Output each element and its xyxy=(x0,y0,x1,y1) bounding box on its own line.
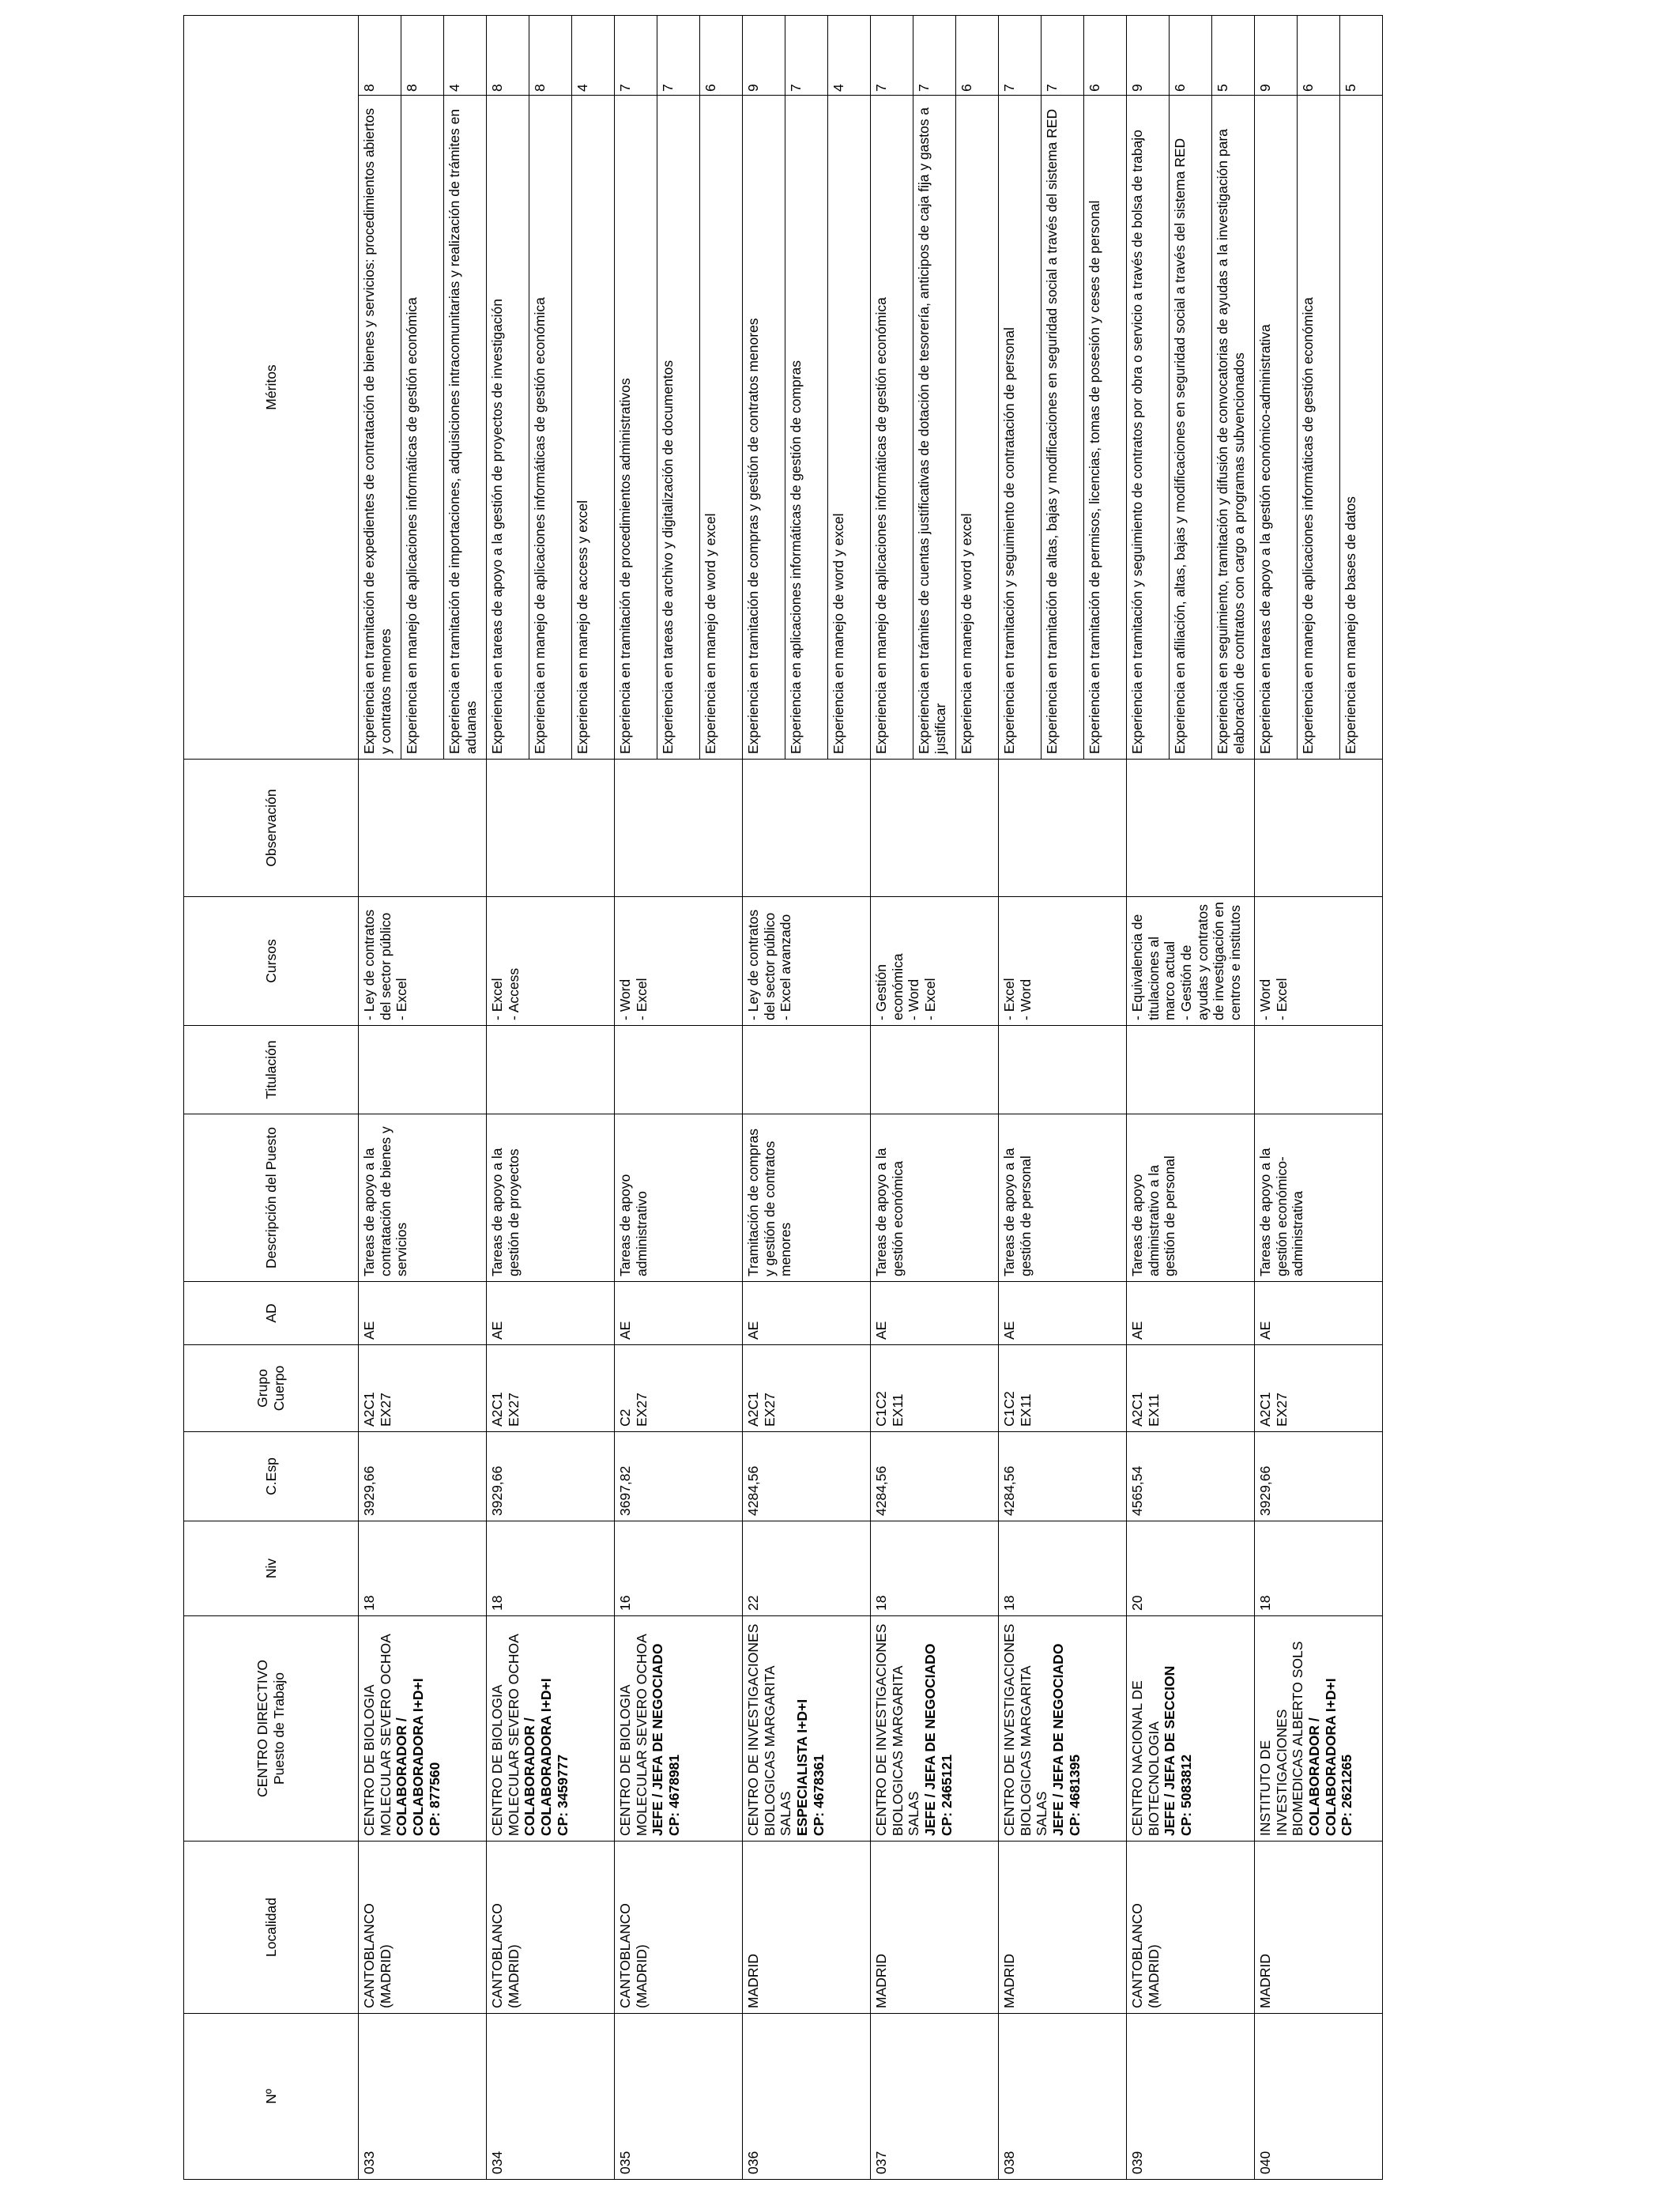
row-localidad: CANTOBLANCO (MADRID) xyxy=(359,1842,487,2014)
row-localidad: CANTOBLANCO (MADRID) xyxy=(1127,1842,1255,2014)
row-observacion xyxy=(615,760,743,897)
row-cursos xyxy=(1127,897,1255,1026)
merito-text: Experiencia en manejo de word y excel xyxy=(956,96,999,760)
cuerpo-code: EX27 xyxy=(377,1393,394,1427)
header-cesp: C.Esp xyxy=(184,1432,359,1521)
grupo-code: C1C2 xyxy=(1001,1391,1017,1427)
centro-name: CENTRO DE INVESTIGACIONES BIOLOGICAS MARGARITA SALAS xyxy=(1001,1623,1050,1836)
cp-code: CP: 5083812 xyxy=(1177,1754,1194,1836)
merito-text: Experiencia en manejo de word y excel xyxy=(700,96,743,760)
curso-item: - Gestión económica xyxy=(873,953,906,1020)
header-observacion: Observación xyxy=(184,760,359,897)
merito-points: 6 xyxy=(956,16,999,96)
row-titulacion xyxy=(359,1026,487,1114)
merito-text: Experiencia en tareas de archivo y digitalización de documentos xyxy=(657,96,700,760)
cuerpo-code: EX27 xyxy=(505,1393,522,1427)
row-num: 040 xyxy=(1255,2014,1383,2180)
row-centro xyxy=(743,1616,871,1842)
curso-item: - Word xyxy=(1017,978,1034,1020)
curso-item: - Gestión de ayudas y contratos de investigación en centros e institutos xyxy=(1177,902,1243,1020)
curso-item: - Excel xyxy=(489,978,505,1020)
header-ad: AD xyxy=(184,1282,359,1345)
merito-points: 7 xyxy=(913,16,956,96)
header-meritos: Méritos xyxy=(184,16,359,760)
centro-name: CENTRO DE INVESTIGACIONES BIOLOGICAS MARGARITA SALAS xyxy=(745,1623,794,1836)
row-descripcion: Tareas de apoyo a la gestión de proyectos xyxy=(487,1114,615,1282)
cp-code: CP: 4678981 xyxy=(665,1754,682,1836)
merito-text: Experiencia en tramitación de compras y gestión de contratos menores xyxy=(743,96,785,760)
row-centro xyxy=(615,1616,743,1842)
puesto-name: COLABORADOR / COLABORADORA I+D+I xyxy=(522,1678,554,1836)
row-ad: AE xyxy=(487,1282,615,1345)
merito-text: Experiencia en manejo de aplicaciones informáticas de gestión económica xyxy=(529,96,572,760)
header-grupo xyxy=(184,1345,359,1432)
row-cursos xyxy=(1255,897,1383,1026)
row-grupo xyxy=(743,1345,871,1432)
row-centro xyxy=(359,1616,487,1842)
row-titulacion xyxy=(999,1026,1127,1114)
merito-points: 6 xyxy=(1298,16,1340,96)
row-ad: AE xyxy=(1255,1282,1383,1345)
merito-text: Experiencia en tramitación y seguimiento de contratación de personal xyxy=(999,96,1042,760)
cp-code: CP: 4678361 xyxy=(810,1754,827,1836)
grupo-code: A2C1 xyxy=(361,1392,377,1427)
curso-item: - Excel xyxy=(921,978,938,1020)
cp-code: CP: 877560 xyxy=(426,1762,443,1836)
curso-item: - Ley de contratos del sector público xyxy=(745,909,778,1020)
row-grupo xyxy=(999,1345,1127,1432)
row-localidad: MADRID xyxy=(743,1842,871,2014)
merito-points: 5 xyxy=(1340,16,1383,96)
merito-text: Experiencia en trámites de cuentas justificativas de dotación de tesorería, anticipos de caja fija y gastos a justificar xyxy=(913,96,956,760)
merito-text: Experiencia en manejo de aplicaciones informáticas de gestión económica xyxy=(871,96,913,760)
cp-code: CP: 2621265 xyxy=(1339,1754,1355,1836)
row-num: 036 xyxy=(743,2014,871,2180)
row-localidad: MADRID xyxy=(871,1842,999,2014)
header-cursos: Cursos xyxy=(184,897,359,1026)
merito-points: 8 xyxy=(401,16,444,96)
curso-item: - Excel xyxy=(394,978,410,1020)
table-row xyxy=(1127,16,1170,2180)
row-localidad: MADRID xyxy=(1255,1842,1383,2014)
header-niv: Niv xyxy=(184,1521,359,1616)
merito-points: 9 xyxy=(743,16,785,96)
header-grupo-line1: Grupo xyxy=(254,1369,271,1408)
header-num: Nº xyxy=(184,2014,359,2180)
row-titulacion xyxy=(743,1026,871,1114)
row-grupo xyxy=(359,1345,487,1432)
row-grupo xyxy=(615,1345,743,1432)
merito-points: 7 xyxy=(785,16,828,96)
row-observacion xyxy=(1127,760,1255,897)
puesto-name: JEFE / JEFA DE SECCION xyxy=(1162,1665,1178,1836)
row-descripcion: Tareas de apoyo a la gestión de personal xyxy=(999,1114,1127,1282)
row-observacion xyxy=(871,760,999,897)
row-titulacion xyxy=(615,1026,743,1114)
row-cesp: 4284,56 xyxy=(871,1432,999,1521)
merito-points: 8 xyxy=(359,16,401,96)
merito-points: 9 xyxy=(1127,16,1170,96)
row-localidad: MADRID xyxy=(999,1842,1127,2014)
row-niv: 16 xyxy=(615,1521,743,1616)
merito-text: Experiencia en manejo de bases de datos xyxy=(1340,96,1383,760)
merito-text: Experiencia en tramitación de importaciones, adquisiciones intracomunitarias y realización de trámites en aduanas xyxy=(444,96,487,760)
merito-text: Experiencia en tareas de apoyo a la gestión económico-administrativa xyxy=(1255,96,1298,760)
row-observacion xyxy=(1255,760,1383,897)
row-cesp: 4565,54 xyxy=(1127,1432,1255,1521)
merito-points: 6 xyxy=(700,16,743,96)
curso-item: - Excel xyxy=(633,978,650,1020)
grupo-code: C1C2 xyxy=(873,1391,889,1427)
row-num: 035 xyxy=(615,2014,743,2180)
row-centro xyxy=(1127,1616,1255,1842)
row-cesp: 3697,82 xyxy=(615,1432,743,1521)
row-observacion xyxy=(359,760,487,897)
merito-points: 5 xyxy=(1212,16,1255,96)
header-localidad: Localidad xyxy=(184,1842,359,2014)
header-grupo-line2: Cuerpo xyxy=(271,1365,287,1412)
row-cesp: 3929,66 xyxy=(359,1432,487,1521)
row-descripcion: Tareas de apoyo a la gestión económica xyxy=(871,1114,999,1282)
puesto-name: JEFE / JEFA DE NEGOCIADO xyxy=(650,1643,666,1836)
table-row xyxy=(359,16,401,2180)
row-num: 034 xyxy=(487,2014,615,2180)
header-descripcion: Descripción del Puesto xyxy=(184,1114,359,1282)
merito-text: Experiencia en tramitación de altas, bajas y modificaciones en seguridad social a través del sistema RED xyxy=(1042,96,1084,760)
header-titulacion: Titulación xyxy=(184,1026,359,1114)
merito-points: 9 xyxy=(1255,16,1298,96)
merito-points: 4 xyxy=(572,16,615,96)
row-titulacion xyxy=(1127,1026,1255,1114)
merito-points: 7 xyxy=(871,16,913,96)
merito-text: Experiencia en afiliación, altas, bajas y modificaciones en seguridad social a través del sistema RED xyxy=(1170,96,1212,760)
puesto-name: JEFE / JEFA DE NEGOCIADO xyxy=(1049,1643,1066,1836)
row-cursos xyxy=(871,897,999,1026)
row-localidad: CANTOBLANCO (MADRID) xyxy=(615,1842,743,2014)
merito-points: 7 xyxy=(615,16,657,96)
cp-code: CP: 4681395 xyxy=(1066,1754,1083,1836)
merito-points: 8 xyxy=(529,16,572,96)
table-row xyxy=(615,16,657,2180)
row-titulacion xyxy=(487,1026,615,1114)
row-descripcion: Tareas de apoyo a la contratación de bienes y servicios xyxy=(359,1114,487,1282)
curso-item: - Word xyxy=(906,978,922,1020)
grupo-code: A2C1 xyxy=(1129,1392,1145,1427)
merito-points: 8 xyxy=(487,16,529,96)
centro-name: CENTRO DE BIOLOGIA MOLECULAR SEVERO OCHOA xyxy=(617,1634,650,1836)
curso-item: - Access xyxy=(505,967,522,1020)
curso-item: - Word xyxy=(617,978,633,1020)
merito-points: 4 xyxy=(444,16,487,96)
merito-text: Experiencia en manejo de word y excel xyxy=(828,96,871,760)
row-ad: AE xyxy=(743,1282,871,1345)
curso-item: - Excel avanzado xyxy=(778,914,794,1020)
row-niv: 22 xyxy=(743,1521,871,1616)
row-descripcion: Tareas de apoyo administrativo xyxy=(615,1114,743,1282)
merito-text: Experiencia en tareas de apoyo a la gestión de proyectos de investigación xyxy=(487,96,529,760)
cuerpo-code: EX11 xyxy=(1017,1393,1034,1427)
row-ad: AE xyxy=(999,1282,1127,1345)
merito-points: 7 xyxy=(999,16,1042,96)
header-centro-line2: Puesto de Trabajo xyxy=(271,1672,287,1785)
centro-name: CENTRO DE BIOLOGIA MOLECULAR SEVERO OCHOA xyxy=(361,1634,394,1836)
merito-points: 7 xyxy=(1042,16,1084,96)
centro-name: CENTRO NACIONAL DE BIOTECNOLOGIA xyxy=(1129,1680,1162,1836)
merito-points: 6 xyxy=(1170,16,1212,96)
table-row xyxy=(999,16,1042,2180)
row-cesp: 4284,56 xyxy=(999,1432,1127,1521)
table-body xyxy=(359,16,1383,2180)
merito-points: 6 xyxy=(1084,16,1127,96)
row-ad: AE xyxy=(615,1282,743,1345)
curso-item: - Equivalencia de titulaciones al marco actual xyxy=(1129,914,1178,1020)
row-observacion xyxy=(999,760,1127,897)
row-centro xyxy=(871,1616,999,1842)
row-cursos xyxy=(359,897,487,1026)
merito-points: 4 xyxy=(828,16,871,96)
row-ad: AE xyxy=(359,1282,487,1345)
row-cursos xyxy=(487,897,615,1026)
row-ad: AE xyxy=(1127,1282,1255,1345)
row-cursos xyxy=(743,897,871,1026)
row-num: 038 xyxy=(999,2014,1127,2180)
row-num: 033 xyxy=(359,2014,487,2180)
curso-item: - Ley de contratos del sector público xyxy=(361,909,394,1020)
row-centro xyxy=(1255,1616,1383,1842)
row-niv: 18 xyxy=(871,1521,999,1616)
curso-item: - Word xyxy=(1257,978,1273,1020)
puesto-name: ESPECIALISTA I+D+I xyxy=(793,1698,810,1836)
row-descripcion: Tareas de apoyo administrativo a la gestión de personal xyxy=(1127,1114,1255,1282)
merito-text: Experiencia en seguimiento, tramitación y difusión de convocatorias de ayudas a la investigación para elaboración de contratos con cargo a programas subvencionados xyxy=(1212,96,1255,760)
centro-name: CENTRO DE INVESTIGACIONES BIOLOGICAS MARGARITA SALAS xyxy=(873,1623,922,1836)
row-localidad: CANTOBLANCO (MADRID) xyxy=(487,1842,615,2014)
row-descripcion: Tareas de apoyo a la gestión económico-administrativa xyxy=(1255,1114,1383,1282)
vacancies-table xyxy=(183,15,1383,2180)
cuerpo-code: EX27 xyxy=(761,1393,778,1427)
puesto-name: COLABORADOR / COLABORADORA I+D+I xyxy=(1305,1678,1339,1836)
row-centro xyxy=(487,1616,615,1842)
row-grupo xyxy=(487,1345,615,1432)
row-grupo xyxy=(871,1345,999,1432)
row-observacion xyxy=(743,760,871,897)
row-niv: 18 xyxy=(1255,1521,1383,1616)
merito-text: Experiencia en tramitación de procedimientos administrativos xyxy=(615,96,657,760)
puesto-name: JEFE / JEFA DE NEGOCIADO xyxy=(921,1643,938,1836)
grupo-code: A2C1 xyxy=(489,1392,505,1427)
row-observacion xyxy=(487,760,615,897)
merito-text: Experiencia en aplicaciones informáticas de gestión de compras xyxy=(785,96,828,760)
puesto-name: COLABORADOR / COLABORADORA I+D+I xyxy=(394,1678,426,1836)
row-num: 037 xyxy=(871,2014,999,2180)
header-centro xyxy=(184,1616,359,1842)
table-row xyxy=(743,16,785,2180)
row-titulacion xyxy=(871,1026,999,1114)
row-num: 039 xyxy=(1127,2014,1255,2180)
row-grupo xyxy=(1127,1345,1255,1432)
row-descripcion: Tramitación de compras y gestión de contratos menores xyxy=(743,1114,871,1282)
cuerpo-code: EX11 xyxy=(1145,1393,1162,1427)
table-row xyxy=(871,16,913,2180)
row-niv: 20 xyxy=(1127,1521,1255,1616)
cuerpo-code: EX27 xyxy=(633,1393,650,1427)
table-row xyxy=(1255,16,1298,2180)
cuerpo-code: EX27 xyxy=(1273,1393,1290,1427)
curso-item: - Excel xyxy=(1001,978,1017,1020)
table-header-row xyxy=(184,16,359,2180)
header-centro-line1: CENTRO DIRECTIVO xyxy=(254,1659,271,1798)
table-row xyxy=(487,16,529,2180)
grupo-code: C2 xyxy=(617,1408,633,1427)
row-cursos xyxy=(999,897,1127,1026)
merito-text: Experiencia en tramitación y seguimiento de contratos por obra o servicio a través de bolsa de trabajo xyxy=(1127,96,1170,760)
merito-points: 7 xyxy=(657,16,700,96)
row-cesp: 3929,66 xyxy=(1255,1432,1383,1521)
centro-name: INSTITUTO DE INVESTIGACIONES BIOMEDICAS ALBERTO SOLS xyxy=(1257,1641,1306,1836)
centro-name: CENTRO DE BIOLOGIA MOLECULAR SEVERO OCHOA xyxy=(489,1634,522,1836)
merito-text: Experiencia en manejo de aplicaciones informáticas de gestión económica xyxy=(1298,96,1340,760)
cp-code: CP: 3459777 xyxy=(554,1754,571,1836)
merito-text: Experiencia en tramitación de permisos, licencias, tomas de posesión y ceses de personal xyxy=(1084,96,1127,760)
merito-text: Experiencia en tramitación de expedientes de contratación de bienes y servicios: procedimientos abiertos y contratos menores xyxy=(359,96,401,760)
row-grupo xyxy=(1255,1345,1383,1432)
row-cesp: 3929,66 xyxy=(487,1432,615,1521)
row-cesp: 4284,56 xyxy=(743,1432,871,1521)
cuerpo-code: EX11 xyxy=(889,1393,906,1427)
row-niv: 18 xyxy=(487,1521,615,1616)
merito-text: Experiencia en manejo de aplicaciones informáticas de gestión económica xyxy=(401,96,444,760)
merito-text: Experiencia en manejo de access y excel xyxy=(572,96,615,760)
grupo-code: A2C1 xyxy=(745,1392,761,1427)
row-niv: 18 xyxy=(359,1521,487,1616)
curso-item: - Excel xyxy=(1273,978,1290,1020)
row-ad: AE xyxy=(871,1282,999,1345)
row-niv: 18 xyxy=(999,1521,1127,1616)
row-titulacion xyxy=(1255,1026,1383,1114)
cp-code: CP: 2465121 xyxy=(938,1754,955,1836)
grupo-code: A2C1 xyxy=(1257,1392,1273,1427)
row-cursos xyxy=(615,897,743,1026)
row-centro xyxy=(999,1616,1127,1842)
